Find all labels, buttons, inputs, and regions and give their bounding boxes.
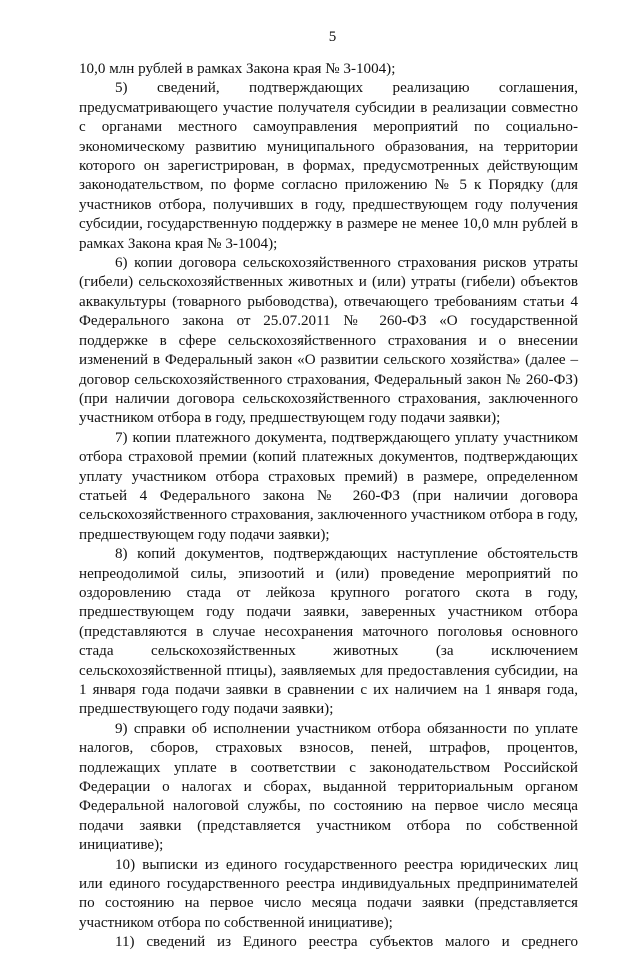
page-number: 5 xyxy=(328,29,337,45)
paragraph-item-5: 5) сведений, подтверждающих реализацию соглашения, предусматривающего участие получателя субсидии в реализации совместно с органами местного самоуправления мероприятий по социально-экономическому развитию муниципального образования, на территории которого он зарегистрирован, в формах, предусмотренных действующим законодательством, по форме согласно приложению № 5 к Порядку (для участников отбора, получивших в году, предшествующем году получения субсидии, государственную поддержку в размере не менее 10,0 млн рублей в рамках Закона края № 3-1004); xyxy=(79,80,578,252)
paragraph-continuation: 10,0 млн рублей в рамках Закона края № 3-1004); xyxy=(79,61,396,77)
paragraph-item-11: 11) сведений из Единого реестра субъектов малого и среднего xyxy=(115,934,578,951)
paragraph-item-9: 9) справки об исполнении участником отбора обязанности по уплате налогов, сборов, страховых взносов, пеней, штрафов, процентов, подлежащих уплате в соответствии с законодательством Российской Федерации о налогах и сборах, выданной территориальным органом Федеральной налоговой службы, по состоянию на первое число месяца подачи заявки (представляется участником отбора по собственной инициативе); xyxy=(79,720,578,854)
paragraph-item-7: 7) копии платежного документа, подтверждающего уплату участником отбора страховой премии (копий платежных документов, подтверждающих уплату участником отбора страховых премий) в размере, определенном статьей 4 Федерального закона № 260-ФЗ (при наличии договора сельскохозяйственного страхования, заключенного участником отбора в году, предшествующем году подачи заявки); xyxy=(79,429,578,543)
paragraph-item-6: 6) копии договора сельскохозяйственного страхования рисков утраты (гибели) сельскохозяйственных животных и (или) утраты (гибели) объектов аквакультуры (товарного рыбоводства), отвечающего требованиям статьи 4 Федерального закона от 25.07.2011 № 260-ФЗ «О государственной поддержке в сфере сельскохозяйственного страхования и о внесении изменений в Федеральный закон «О развитии сельского хозяйства» (далее – договор сельскохозяйственного страхования, Федеральный закон № 260-ФЗ) (при наличии договора сельскохозяйственного страхования, заключенного участником отбора в году, предшествующем году подачи заявки); xyxy=(79,255,578,427)
paragraph-item-10: 10) выписки из единого государственного реестра юридических лиц или единого государственного реестра индивидуальных предпринимателей по состоянию на первое число месяца подачи заявки (представляется участником отбора по собственной инициативе); xyxy=(79,856,578,931)
paragraph-item-8: 8) копий документов, подтверждающих наступление обстоятельств непреодолимой силы, эпизоотий и (или) проведение мероприятий по оздоровлению стада от лейкоза крупного рогатого скота в году, предшествующем году подачи заявки, заверенных участником отбора (представляются в случае несохранения маточного поголовья основного стада сельскохозяйственных животных (за исключением сельскохозяйственной птицы), заявляемых для предоставления субсидии, на 1 января года подачи заявки в сравнении с их наличием на 1 января года, предшествующего году подачи заявки); xyxy=(79,546,578,718)
